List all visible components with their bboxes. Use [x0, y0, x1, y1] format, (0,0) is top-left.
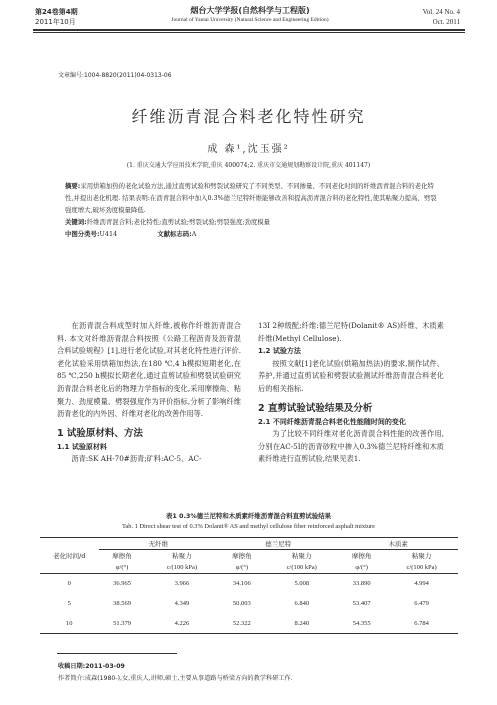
- table-cell: 3.966: [174, 580, 190, 588]
- sub-header: 粘聚力: [172, 552, 192, 561]
- sub-header: 摩擦角: [112, 552, 132, 561]
- table-row-header: 老化时间/d: [53, 552, 86, 560]
- table-cell: 5.008: [294, 580, 310, 588]
- table-caption-zh: 表1 0.3%德兰尼特和木质素纤维沥青混合料直剪试验结果: [166, 512, 331, 520]
- table-cell: 4.994: [414, 580, 429, 588]
- shear-test-table: [40, 537, 458, 634]
- abstract-text: 采用烘箱加热的老化试验方法,通过直剪试验和劈裂试验研究了不同类型、不同掺量、不同老化时间的纤维沥青混合料的老化特性,并提出老化机理. 结果表明:在沥青混合料中加入0.3%德兰尼特纤维能够改善和提高沥青混合料的老化特性,使其粘聚力提高、劈裂强度增大,破坏劲度模量降低.: [65, 182, 437, 214]
- issue-date: 2011年10月: [35, 18, 76, 26]
- article-number: 文章编号:1004-8820(2011)04-0313-06: [58, 72, 172, 79]
- footer-rule: [57, 653, 177, 654]
- sub-header: 摩擦角: [351, 552, 372, 561]
- unit-header: φ/(°): [115, 563, 129, 571]
- table-cell: 4.226: [174, 619, 190, 627]
- group-header-no-fiber: 无纤维: [99, 538, 219, 550]
- intro-paragraph: 在沥青混合料成型时加入纤维,被称作纤维沥青混合料. 本文对纤维沥青混合料按照《公路工程沥青及沥青混合料试验规程》[1],进行老化试验,对其老化特性进行评价. 老化试验采用烘箱加热法,在180 ℃,4 h模拟短期老化,在85 ℃,250 h模拟长期老化,通过直剪试验和劈裂试验研究沥青混合料老化后的物理力学指标的变化,采用摩擦角、粘聚力、劲度模量、劈裂强度作为评价指标,分析了影响纤维沥青老化的内外因、纤维对老化的改善作用等.: [57, 321, 241, 419]
- section-1-2-heading: 1.2 试验方法: [258, 347, 301, 356]
- table-cell: 53.407: [352, 600, 371, 607]
- methods-paragraph: 按照文献[1]老化试验(烘箱加热法)的要求,制作试件、养护,并通过直剪试验和劈裂试验测试纤维沥青混合料老化后的相关指标.: [258, 358, 444, 393]
- paper-title: 纤维沥青混合料老化特性研究: [131, 107, 366, 126]
- group-header-dolanit: 德兰尼特: [218, 538, 338, 550]
- table-cell: 6.784: [414, 619, 429, 627]
- table-cell: 33.890: [352, 580, 371, 588]
- table-row: [40, 574, 458, 594]
- materials-continued: 13I 2种级配;纤维:德兰尼特(Dolanit® AS)纤维、木质素纤维(Methyl Cellulose).: [258, 321, 444, 343]
- date-en: Oct. 2011: [432, 18, 460, 26]
- table-cell: 6.840: [294, 600, 310, 607]
- abstract-label: 摘要:: [65, 182, 81, 190]
- unit-header: c/(100 kPa): [286, 563, 317, 571]
- abstract-block: [65, 180, 440, 240]
- table-cell: 54.355: [352, 619, 371, 627]
- table-caption-en: Tab. 1 Direct shear test of 0.3% Dolanit® AS and methyl cellulose fiber reinforced asphalt mixture: [121, 523, 376, 530]
- right-column: [258, 320, 444, 466]
- section-1-heading: 1 试验原材料、方法: [57, 427, 143, 439]
- clc-label: 中图分类号:: [65, 230, 100, 238]
- results-paragraph: 为了比较不同纤维对老化沥青混合料性能的改善作用,分别在AC-5I的沥青砂粒中掺入0.3%德兰尼特纤维和木质素纤维进行直剪试验,结果见表1.: [258, 429, 444, 464]
- section-1-1-heading: 1.1 试验原材料: [57, 442, 107, 451]
- abstract: [65, 180, 440, 216]
- table-cell: 38.569: [113, 600, 131, 607]
- keywords-label: 关键词:: [65, 218, 87, 226]
- table-cell: 10: [66, 619, 73, 627]
- journal-name-en: Journal of Yantai University (Natural Science and Engineering Edition): [171, 17, 329, 23]
- unit-header: c/(100 kPa): [406, 563, 437, 571]
- table-cell: 6.479: [414, 600, 429, 607]
- doc-code: A: [191, 230, 197, 238]
- doc-code-label: 文献标志码:: [157, 230, 192, 238]
- group-header-lignin: 木质素: [338, 538, 458, 550]
- unit-header: φ/(°): [235, 563, 249, 571]
- unit-header: φ/(°): [355, 563, 368, 571]
- table-cell: 0: [67, 580, 71, 588]
- table-cell: 36.965: [113, 580, 131, 588]
- section-2-heading: 2 直剪试验试验结果及分析: [258, 402, 373, 414]
- volume-issue: 第24卷第4期: [35, 8, 78, 16]
- keywords: [65, 216, 440, 228]
- journal-header-center: [150, 6, 350, 25]
- keywords-text: 纤维沥青混合料;老化特性;直剪试验;劈裂试验;劈裂强度;劲度模量: [86, 218, 271, 226]
- journal-name: 烟台大学学报(自然科学与工程版): [190, 6, 310, 15]
- table-cell: 5: [67, 600, 71, 607]
- sub-header: 粘聚力: [411, 552, 432, 561]
- table-cell: 52.322: [232, 619, 251, 627]
- table-cell: 50.003: [232, 600, 251, 607]
- header-rule-thin: [33, 32, 465, 33]
- sub-header: 粘聚力: [292, 552, 312, 561]
- table-cell: 8.240: [294, 619, 310, 627]
- section-2-1-heading: 2.1 不同纤维沥青混合料老化性能随时间的变化: [258, 417, 406, 426]
- received-date: 收稿日期:2011-03-09: [58, 663, 125, 670]
- classification: [65, 228, 440, 240]
- volume-en: Vol. 24 No. 4: [422, 8, 460, 16]
- clc-code: U414: [99, 230, 118, 238]
- unit-header: c/(100 kPa): [166, 563, 198, 571]
- sub-header: 摩擦角: [232, 552, 252, 561]
- table-cell: 4.349: [174, 600, 190, 607]
- table-cell: 34.106: [232, 580, 251, 588]
- header-rule-thick: [33, 29, 465, 31]
- table-row: [40, 614, 458, 634]
- author-affiliations: (1. 重庆交通大学应用技术学院,重庆 400074;2. 重庆市交通规划勘察设计院,重庆 401147): [126, 162, 371, 169]
- journal-header-right: [423, 7, 460, 27]
- table-row: [40, 594, 458, 614]
- table-cell: 51.379: [113, 619, 131, 627]
- paper-authors: 成 森¹,沈玉强²: [207, 144, 290, 155]
- author-bio: 作者简介:成森(1980-),女,重庆人,讲师,硕士,主要从事道路与桥梁方向的教学科研工作.: [58, 675, 293, 682]
- left-column: [57, 320, 241, 466]
- journal-header-left: [35, 7, 78, 27]
- materials-paragraph: 沥青:SK AH-70#沥青;矿料:AC-5、AC-: [71, 454, 202, 464]
